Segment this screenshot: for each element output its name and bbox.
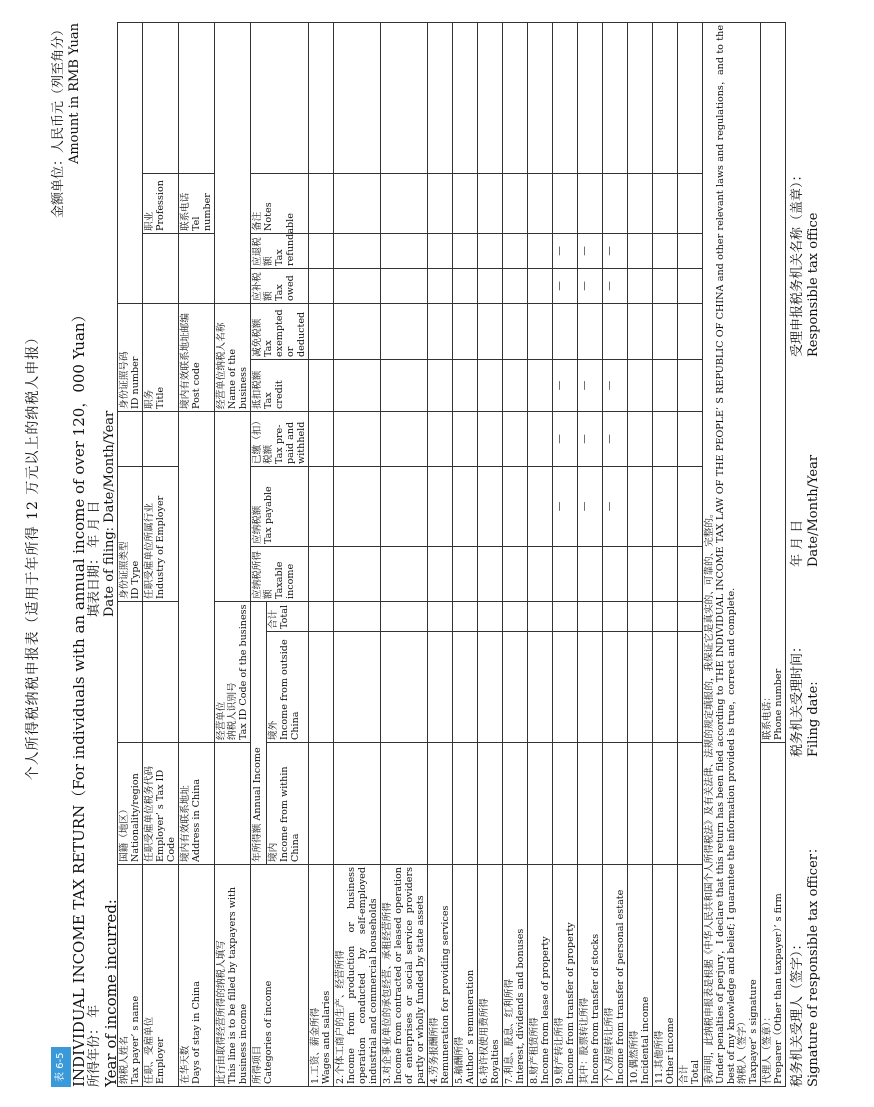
amount-cell[interactable]	[678, 23, 703, 174]
business-taxid-field[interactable]	[215, 412, 251, 602]
officer-sign-cn: 税务机关受理人（签字）：	[790, 937, 805, 1087]
amount-cell[interactable]	[653, 467, 678, 547]
column-header-row-1: 所得项目 Categories of income 年所得额 Annual Income 应纳税所得额 Taxable income 应纳税额 Tax payable 已缴（扣）税额 Tax pre-paid and withheld 抵扣税额 Tax credit 减免税额 Tax exempted or deducted 应补税额 Tax owed 应退税额 Tax refundable 备注 Notes	[251, 23, 267, 1087]
amount-cell[interactable]	[453, 412, 478, 467]
amount-cell[interactable]	[478, 632, 503, 743]
profession-field[interactable]	[143, 23, 179, 174]
amount-cell[interactable]	[503, 632, 528, 743]
tel-field[interactable]	[179, 23, 215, 174]
amount-cell[interactable]	[503, 467, 528, 547]
amount-cell[interactable]	[453, 23, 478, 174]
filing-date-en: Date of filing: Date/Month/Year	[102, 410, 117, 617]
amount-cell[interactable]	[334, 602, 381, 632]
income-category: 合计 Total	[678, 865, 703, 1087]
amount-cell[interactable]	[653, 174, 678, 234]
amount-unit-cn: 金额单位：人民币元（列至角分）	[51, 23, 66, 219]
table-badge: 表 6-5	[51, 1047, 71, 1087]
amount-cell[interactable]	[478, 412, 503, 467]
amount-cell[interactable]: —	[578, 269, 603, 304]
amount-cell[interactable]	[309, 23, 334, 174]
amount-cell[interactable]	[334, 269, 381, 304]
amount-cell[interactable]	[528, 412, 553, 467]
amount-cell[interactable]: —	[578, 467, 603, 547]
amount-cell[interactable]	[553, 304, 578, 360]
amount-cell[interactable]	[428, 467, 453, 547]
amount-cell[interactable]	[653, 602, 678, 632]
amount-cell[interactable]	[553, 743, 578, 865]
income-category: 9.财产转让所得 Income from transfer of property	[553, 865, 578, 1087]
amount-cell[interactable]	[653, 23, 678, 174]
amount-cell[interactable]	[334, 174, 381, 234]
income-category: 5.稿酬所得 Author’ s remuneration	[453, 865, 478, 1087]
amount-cell[interactable]: —	[553, 234, 578, 269]
amount-cell[interactable]	[628, 174, 653, 234]
amount-cell[interactable]	[453, 602, 478, 632]
amount-cell[interactable]	[503, 269, 528, 304]
form-title-en: INDIVIDUAL INCOME TAX RETURN（For individuals with an annual income of over 120，000 Yuan）	[70, 307, 88, 1087]
id-number-field[interactable]	[118, 23, 143, 304]
amount-cell[interactable]	[553, 632, 578, 743]
amount-cell[interactable]	[653, 412, 678, 467]
amount-cell[interactable]	[381, 234, 428, 269]
amount-cell[interactable]	[478, 547, 503, 602]
amount-cell[interactable]	[553, 23, 578, 174]
amount-cell[interactable]	[628, 23, 653, 174]
amount-cell[interactable]	[381, 269, 428, 304]
amount-cell[interactable]	[428, 360, 453, 412]
title-field[interactable]	[143, 234, 179, 304]
amount-cell[interactable]	[503, 602, 528, 632]
amount-cell[interactable]	[309, 467, 334, 547]
income-year-en: Year of income incurred:	[102, 899, 120, 1087]
amount-cell[interactable]: —	[553, 412, 578, 467]
amount-cell[interactable]	[553, 174, 578, 234]
income-category: 8.财产租赁所得 Income from lease of property	[528, 865, 553, 1087]
amount-cell[interactable]	[653, 304, 678, 360]
amount-cell[interactable]	[528, 547, 553, 602]
amount-cell[interactable]	[678, 360, 703, 412]
amount-unit-en: Amount in RMB Yuan	[67, 23, 82, 165]
amount-cell[interactable]	[628, 602, 653, 632]
amount-cell[interactable]	[578, 547, 603, 602]
amount-cell[interactable]	[428, 234, 453, 269]
amount-cell[interactable]	[528, 632, 553, 743]
amount-cell[interactable]	[653, 269, 678, 304]
amount-cell[interactable]	[678, 547, 703, 602]
amount-cell[interactable]	[653, 632, 678, 743]
amount-cell[interactable]	[453, 547, 478, 602]
amount-cell[interactable]: —	[553, 269, 578, 304]
preparer-row: 代理人（签章）： Preparer（Other than taxpayer）’ s firm 联系电话： Phone number	[761, 23, 786, 1087]
form-header	[51, 23, 120, 1087]
amount-cell[interactable]	[653, 360, 678, 412]
income-category: 3.对企事业单位的承包经营、承租经营所得 Income from contracted or leased operation of enterprises or social service providers partly or wholly funded by state assets	[381, 865, 428, 1087]
income-row	[628, 23, 653, 1087]
info-row-1: 纳税人姓名 Tax payer’ s name 国籍（地区） Nationality/region 身份证照类型 ID Type 身份证照号码 ID number	[118, 23, 143, 1087]
amount-cell[interactable]	[628, 412, 653, 467]
ymd-cn: 年 月 日	[790, 519, 805, 567]
declaration-en: Under penalties of perjury，I declare that this return has been filed according to THE INDIVIDUAL INCOME TAX LAW OF THE PEOPLE’ S REPUBLIC OF CHINA and other relevant laws and regulations，and to the best of my knowledge and belief; I guarantee the information provided is true，correct and complete.	[715, 25, 737, 1084]
amount-cell[interactable]	[578, 743, 603, 865]
income-row	[478, 23, 503, 1087]
amount-cell[interactable]	[628, 234, 653, 269]
amount-cell[interactable]	[309, 743, 334, 865]
amount-cell[interactable]	[628, 632, 653, 743]
amount-cell[interactable]	[553, 602, 578, 632]
amount-cell[interactable]	[478, 360, 503, 412]
income-year-cn: 所得年份： 年	[87, 1004, 102, 1087]
nationality-field[interactable]	[118, 602, 143, 743]
amount-cell[interactable]	[453, 234, 478, 269]
amount-cell[interactable]	[628, 547, 653, 602]
amount-cell[interactable]	[628, 743, 653, 865]
amount-cell[interactable]	[381, 547, 428, 602]
amount-cell[interactable]	[428, 632, 453, 743]
income-category: 1.工资、薪金所得 Wages and salaries	[309, 865, 334, 1087]
income-row	[578, 23, 603, 1087]
tax-office-cn: 受理申报税务机关名称（盖章）：	[790, 168, 805, 357]
amount-cell[interactable]	[453, 743, 478, 865]
ymd-en: Date/Month/Year	[806, 454, 821, 567]
address-field[interactable]	[179, 412, 215, 743]
amount-cell[interactable]	[334, 304, 381, 360]
income-category: 10.偶然所得 Incidental income	[628, 865, 653, 1087]
amount-cell[interactable]	[528, 269, 553, 304]
filing-time-en: Filing date:	[806, 681, 821, 757]
amount-cell[interactable]	[503, 234, 528, 269]
amount-cell[interactable]	[528, 234, 553, 269]
income-row	[453, 23, 478, 1087]
income-category: 2.个体工商户的生产、经营所得 Income from production or business operation conducted by self-employed industrial and commercial households	[334, 865, 381, 1087]
amount-cell[interactable]	[478, 269, 503, 304]
income-category: 6.特许权使用费所得 Royalties	[478, 865, 503, 1087]
filing-time-cn: 税务机关受理时间：	[790, 639, 805, 757]
amount-cell[interactable]	[309, 174, 334, 234]
amount-cell[interactable]	[603, 602, 628, 632]
amount-cell[interactable]	[553, 547, 578, 602]
amount-cell[interactable]	[309, 234, 334, 269]
amount-cell[interactable]	[334, 743, 381, 865]
amount-cell[interactable]	[334, 632, 381, 743]
income-row	[381, 23, 428, 1087]
income-category: 7.利息、股息、红利所得 Interest, dividends and bonuses	[503, 865, 528, 1087]
amount-cell[interactable]	[453, 174, 478, 234]
amount-cell[interactable]	[478, 743, 503, 865]
income-row	[528, 23, 553, 1087]
amount-cell[interactable]	[503, 360, 528, 412]
amount-cell[interactable]	[628, 269, 653, 304]
amount-cell[interactable]	[381, 360, 428, 412]
footer	[790, 23, 830, 1087]
amount-cell[interactable]	[678, 632, 703, 743]
business-days-field[interactable]	[215, 743, 251, 865]
amount-cell[interactable]: —	[603, 269, 628, 304]
amount-cell[interactable]: —	[603, 467, 628, 547]
amount-cell[interactable]	[628, 467, 653, 547]
amount-cell[interactable]	[309, 304, 334, 360]
amount-cell[interactable]: —	[553, 467, 578, 547]
postcode-field[interactable]	[179, 234, 215, 304]
employer-taxid-field[interactable]	[143, 602, 179, 743]
amount-cell[interactable]	[334, 23, 381, 174]
amount-cell[interactable]	[453, 304, 478, 360]
amount-cell[interactable]	[678, 269, 703, 304]
officer-sign-en: Signature of responsible tax officer：	[806, 841, 821, 1087]
business-name-field[interactable]	[215, 23, 251, 304]
income-row	[603, 23, 628, 1087]
amount-cell[interactable]	[428, 304, 453, 360]
amount-cell[interactable]	[578, 602, 603, 632]
amount-cell[interactable]	[528, 174, 553, 234]
amount-cell[interactable]	[309, 547, 334, 602]
amount-cell[interactable]	[309, 412, 334, 467]
amount-cell[interactable]	[453, 632, 478, 743]
income-row	[678, 23, 703, 1087]
amount-cell[interactable]	[678, 743, 703, 865]
amount-cell[interactable]	[334, 360, 381, 412]
income-row	[309, 23, 334, 1087]
amount-cell[interactable]	[478, 602, 503, 632]
amount-cell[interactable]	[603, 23, 628, 174]
amount-cell[interactable]	[428, 547, 453, 602]
filing-date-cn: 填表日期： 年 月 日	[87, 500, 102, 617]
declaration-row: 我声明，此纳税申报表是根据《中华人民共和国个人所得税法》及有关法律、法规的规定填报的，我保证它是真实的、可靠的、完整的。 Under penalties of perjury，I declare that this return has been filed according to THE INDIVIDUAL INCOME TAX LAW OF THE PEOPLE’ S REPUBLIC OF CHINA and other relevant laws and regulations，and to the best of my knowledge and belief; I guarantee the information provided is true，correct and complete. 纳税人（签字） Taxpayer’ s signature	[703, 23, 761, 1087]
amount-cell[interactable]	[453, 360, 478, 412]
business-row: 此行由取得经营所得的纳税人填写 This line is to be filled by taxpayers with business income 经营单位 纳税人识别号 Tax ID Code of the business 经营单位纳税人名称 Name of the business	[215, 23, 251, 1087]
amount-cell[interactable]	[381, 174, 428, 234]
amount-cell[interactable]	[428, 174, 453, 234]
amount-cell[interactable]	[503, 743, 528, 865]
amount-cell[interactable]: —	[578, 412, 603, 467]
form-title-cn: 个人所得税纳税申报表（适用于年所得 12 万元以上的纳税人申报）	[25, 329, 41, 781]
amount-cell[interactable]	[578, 632, 603, 743]
amount-cell[interactable]	[503, 547, 528, 602]
amount-cell[interactable]	[381, 412, 428, 467]
amount-cell[interactable]	[453, 269, 478, 304]
amount-cell[interactable]	[528, 743, 553, 865]
amount-cell[interactable]	[478, 174, 503, 234]
amount-cell[interactable]	[678, 304, 703, 360]
amount-cell[interactable]	[528, 304, 553, 360]
income-row	[428, 23, 453, 1087]
industry-field[interactable]	[143, 412, 179, 467]
amount-cell[interactable]	[381, 743, 428, 865]
amount-cell[interactable]	[628, 360, 653, 412]
amount-cell[interactable]	[428, 23, 453, 174]
amount-cell[interactable]	[603, 547, 628, 602]
column-header-row-2: 境内 Income from within China 境外 Income from outside China 合计 Total	[267, 23, 309, 1087]
amount-cell[interactable]	[428, 412, 453, 467]
amount-cell[interactable]: —	[603, 234, 628, 269]
amount-cell[interactable]	[528, 23, 553, 174]
amount-cell[interactable]	[503, 412, 528, 467]
income-row	[553, 23, 578, 1087]
amount-cell[interactable]	[678, 412, 703, 467]
amount-cell[interactable]	[428, 269, 453, 304]
id-type-field[interactable]	[118, 412, 143, 467]
income-category: 11.其他所得 Other income	[653, 865, 678, 1087]
amount-cell[interactable]	[603, 174, 628, 234]
amount-cell[interactable]	[428, 602, 453, 632]
amount-cell[interactable]	[309, 269, 334, 304]
amount-cell[interactable]: —	[603, 360, 628, 412]
amount-cell[interactable]	[603, 743, 628, 865]
income-row	[503, 23, 528, 1087]
amount-cell[interactable]	[578, 23, 603, 174]
amount-cell[interactable]	[453, 467, 478, 547]
amount-cell[interactable]	[334, 234, 381, 269]
amount-cell[interactable]	[334, 467, 381, 547]
amount-cell[interactable]	[381, 602, 428, 632]
amount-cell[interactable]	[381, 304, 428, 360]
amount-cell[interactable]	[528, 602, 553, 632]
tax-office-en: Responsible tax office	[806, 212, 821, 357]
amount-cell[interactable]	[603, 632, 628, 743]
amount-cell[interactable]	[653, 743, 678, 865]
amount-cell[interactable]	[628, 304, 653, 360]
amount-cell[interactable]	[528, 467, 553, 547]
amount-cell[interactable]	[381, 467, 428, 547]
amount-cell[interactable]	[381, 23, 428, 174]
income-row	[653, 23, 678, 1087]
amount-cell[interactable]	[478, 23, 503, 174]
amount-cell[interactable]	[678, 602, 703, 632]
amount-cell[interactable]	[503, 174, 528, 234]
amount-cell[interactable]	[578, 174, 603, 234]
amount-cell[interactable]	[309, 602, 334, 632]
income-category: 其中：股票转让所得 Income from transfer of stocks	[578, 865, 603, 1087]
amount-cell[interactable]	[528, 360, 553, 412]
amount-cell[interactable]	[578, 304, 603, 360]
amount-cell[interactable]	[603, 304, 628, 360]
income-category: 个人房屋转让所得 Income from transfer of personal estate	[603, 865, 628, 1087]
amount-cell[interactable]	[653, 547, 678, 602]
amount-cell[interactable]	[678, 467, 703, 547]
amount-cell[interactable]	[503, 23, 528, 174]
amount-cell[interactable]: —	[578, 234, 603, 269]
amount-cell[interactable]	[334, 547, 381, 602]
amount-cell[interactable]	[309, 632, 334, 743]
amount-cell[interactable]	[678, 174, 703, 234]
amount-cell[interactable]	[381, 632, 428, 743]
amount-cell[interactable]: —	[578, 360, 603, 412]
amount-cell[interactable]	[478, 234, 503, 269]
amount-cell[interactable]	[478, 467, 503, 547]
info-row-2: 任职、受雇单位 Employer 任职受雇单位税务代码 Employer’ s Tax ID Code 任职受雇单位所属行业 Industry of Employer 职务 Title 职业 Profession	[143, 23, 179, 1087]
declaration-cn: 我声明，此纳税申报表是根据《中华人民共和国个人所得税法》及有关法律、法规的规定填报的，我保证它是真实的、可靠的、完整的。	[704, 508, 715, 1084]
tax-return-table	[117, 22, 786, 1087]
amount-cell[interactable]	[503, 304, 528, 360]
amount-cell[interactable]: —	[603, 412, 628, 467]
amount-cell[interactable]: —	[553, 360, 578, 412]
info-row-3: 在华天数 Days of stay in China 境内有效联系地址 Address in China 境内有效联系地址邮编 Post code 联系电话 Tel number	[179, 23, 215, 1087]
income-category: 4.劳务报酬所得 Remuneration for providing services	[428, 865, 453, 1087]
amount-cell[interactable]	[334, 412, 381, 467]
amount-cell[interactable]	[678, 234, 703, 269]
amount-cell[interactable]	[478, 304, 503, 360]
income-row	[334, 23, 381, 1087]
amount-cell[interactable]	[428, 743, 453, 865]
amount-cell[interactable]	[309, 360, 334, 412]
amount-cell[interactable]	[653, 234, 678, 269]
